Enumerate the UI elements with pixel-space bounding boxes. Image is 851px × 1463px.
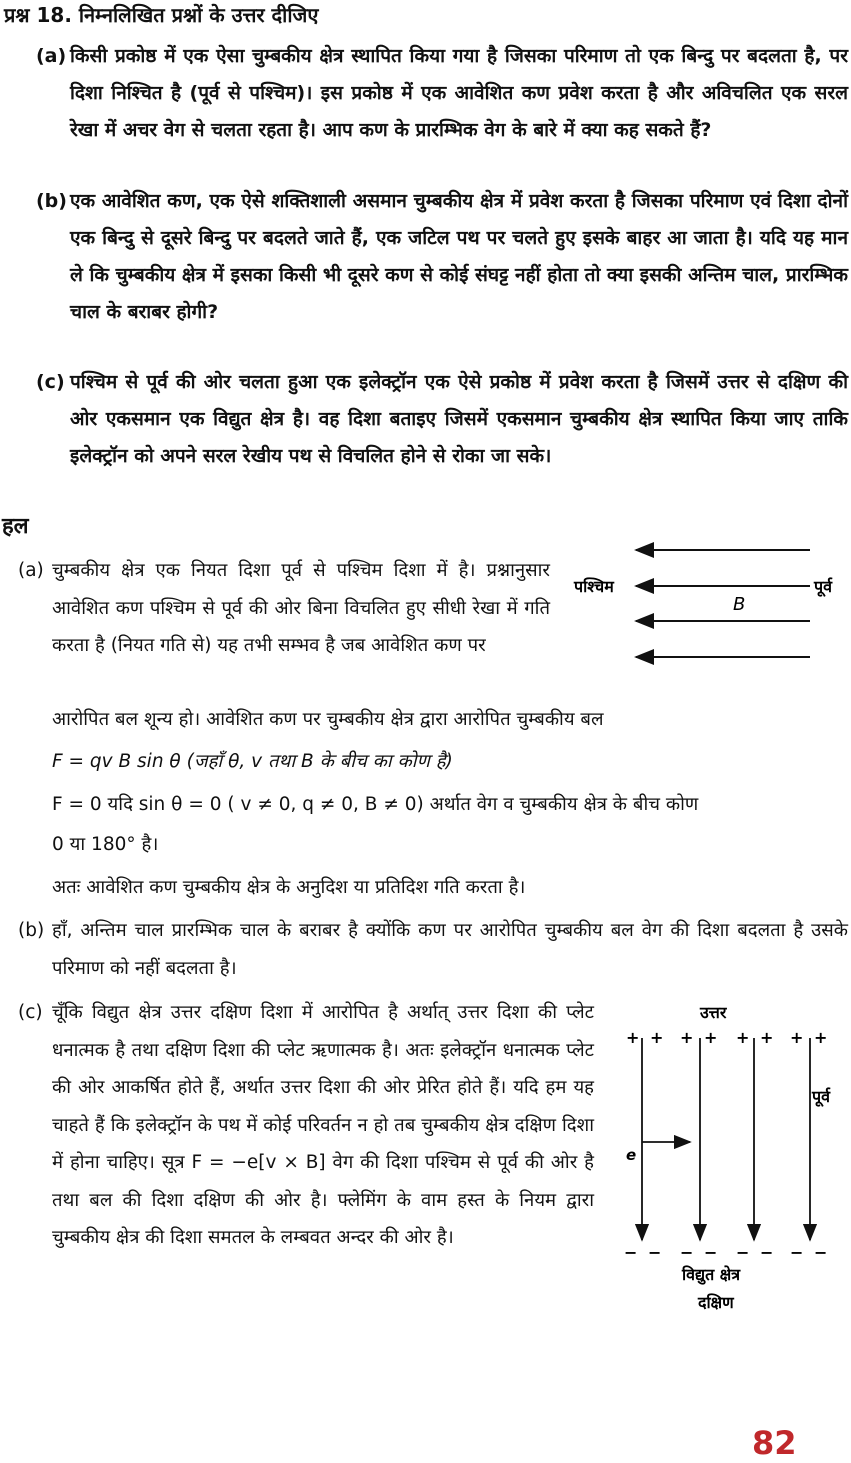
- minus-sign: −: [648, 1243, 662, 1262]
- east-label: पूर्व: [814, 577, 832, 596]
- field-b-label: B: [733, 594, 746, 615]
- minus-sign: −: [790, 1243, 804, 1262]
- electric-field-label: विद्युत क्षेत्र: [682, 1265, 741, 1284]
- part-label: (a): [18, 560, 44, 581]
- west-label: पश्चिम: [574, 577, 614, 596]
- solution-part-c: [18, 994, 594, 1257]
- plus-sign: +: [626, 1028, 640, 1047]
- page-number: 82: [752, 1424, 797, 1462]
- plus-sign: +: [680, 1028, 694, 1047]
- east-label: पूर्व: [812, 1087, 830, 1106]
- minus-sign: −: [680, 1243, 694, 1262]
- minus-sign: −: [814, 1243, 828, 1262]
- question-part-c: [36, 364, 848, 475]
- solution-part-a: [18, 552, 550, 665]
- plus-sign: +: [736, 1028, 750, 1047]
- part-text: चुम्बकीय क्षेत्र एक नियत दिशा पूर्व से पश्चिम दिशा में है। प्रश्नानुसार आवेशित कण पश्चिम से पूर्व की ओर बिना विचलित हुए सीधी रेखा में गति करता है (नियत गति से) यह तभी सम्भव है जब आवेशित कण पर: [52, 560, 550, 656]
- minus-sign: −: [736, 1243, 750, 1262]
- question-part-a: [36, 38, 848, 149]
- plus-sign: +: [790, 1028, 804, 1047]
- formula-force: F = qv B sin θ (जहाँ θ, v तथा B के बीच का कोण है): [52, 751, 453, 772]
- electron-label: e: [626, 1146, 637, 1164]
- magnetic-field-figure: [570, 535, 845, 670]
- plus-sign: +: [814, 1028, 828, 1047]
- part-label: (c): [36, 371, 65, 393]
- formula-angle: 0 या 180° है।: [52, 834, 159, 855]
- solution-a-continuation: आरोपित बल शून्य हो। आवेशित कण पर चुम्बकीय क्षेत्र द्वारा आरोपित चुम्बकीय बल: [52, 709, 604, 730]
- part-text: हाँ, अन्तिम चाल प्रारम्भिक चाल के बराबर है क्योंकि कण पर आरोपित चुम्बकीय बल वेग की दिशा बदलता है उसके परिमाण को नहीं बदलता है।: [52, 920, 848, 979]
- solution-heading: हल: [2, 514, 29, 539]
- negative-plate: [624, 1243, 827, 1262]
- plus-sign: +: [704, 1028, 718, 1047]
- part-text: चूँकि विद्युत क्षेत्र उत्तर दक्षिण दिशा में आरोपित है अर्थात् उत्तर दिशा की प्लेट धनात्मक है तथा दक्षिण दिशा की प्लेट ऋणात्मक है। अतः इलेक्ट्रॉन धनात्मक प्लेट की ओर आकर्षित होते हैं, अर्थात उत्तर दिशा की ओर प्रेरित होते हैं। यदि हम यह चाहते हैं कि इलेक्ट्रॉन के पथ में कोई परिवर्तन न हो तब चुम्बकीय क्षेत्र दक्षिण दिशा में होना चाहिए। सूत्र F = −e[v × B] वेग की दिशा पश्चिम से पूर्व की ओर है तथा बल की दिशा दक्षिण की ओर है। फ्लेमिंग के वाम हस्त के नियम द्वारा चुम्बकीय क्षेत्र की दिशा समतल के लम्बवत अन्दर की ओर है।: [52, 1002, 594, 1248]
- electric-field-figure: [612, 998, 847, 1318]
- minus-sign: −: [704, 1243, 718, 1262]
- part-label: (c): [18, 1002, 43, 1023]
- question-part-b: [36, 183, 848, 331]
- part-text: किसी प्रकोष्ठ में एक ऐसा चुम्बकीय क्षेत्र स्थापित किया गया है जिसका परिमाण तो एक बिन्दु पर बदलता है, पर दिशा निश्चित है (पूर्व से पश्चिम)। इस प्रकोष्ठ में एक आवेशित कण प्रवेश करता है और अविचलित एक सरल रेखा में अचर वेग से चलता रहता है। आप कण के प्रारम्भिक वेग के बारे में क्या कह सकते हैं?: [70, 45, 848, 141]
- plus-sign: +: [650, 1028, 664, 1047]
- solution-a-conclusion: अतः आवेशित कण चुम्बकीय क्षेत्र के अनुदिश या प्रतिदिश गति करता है।: [52, 877, 526, 898]
- minus-sign: −: [760, 1243, 774, 1262]
- solution-part-b: [18, 912, 848, 987]
- part-label: (b): [18, 920, 45, 941]
- minus-sign: −: [624, 1243, 638, 1262]
- question-heading: प्रश्न 18. निम्नलिखित प्रश्नों के उत्तर दीजिए: [4, 3, 319, 27]
- part-label: (b): [36, 190, 67, 212]
- south-label: दक्षिण: [698, 1293, 734, 1312]
- part-text: एक आवेशित कण, एक ऐसे शक्तिशाली असमान चुम्बकीय क्षेत्र में प्रवेश करता है जिसका परिमाण एवं दिशा दोनों एक बिन्दु से दूसरे बिन्दु पर बदलते जाते हैं, एक जटिल पथ पर चलते हुए इसके बाहर आ जाता है। यदि यह मान ले कि चुम्बकीय क्षेत्र में इसका किसी भी दूसरे कण से कोई संघट्ट नहीं होता तो क्या इसकी अन्तिम चाल, प्रारम्भिक चाल के बराबर होगी?: [70, 190, 848, 323]
- plus-sign: +: [760, 1028, 774, 1047]
- formula-zero-force: F = 0 यदि sin θ = 0 ( v ≠ 0, q ≠ 0, B ≠ 0) अर्थात वेग व चुम्बकीय क्षेत्र के बीच कोण: [52, 794, 699, 815]
- positive-plate: [626, 1028, 827, 1047]
- part-text: पश्चिम से पूर्व की ओर चलता हुआ एक इलेक्ट्रॉन एक ऐसे प्रकोष्ठ में प्रवेश करता है जिसमें उत्तर से दक्षिण की ओर एकसमान एक विद्युत क्षेत्र है। वह दिशा बताइए जिसमें एकसमान चुम्बकीय क्षेत्र स्थापित किया जाए ताकि इलेक्ट्रॉन को अपने सरल रेखीय पथ से विचलित होने से रोका जा सके।: [70, 371, 848, 467]
- part-label: (a): [36, 45, 67, 67]
- north-label: उत्तर: [700, 1003, 727, 1022]
